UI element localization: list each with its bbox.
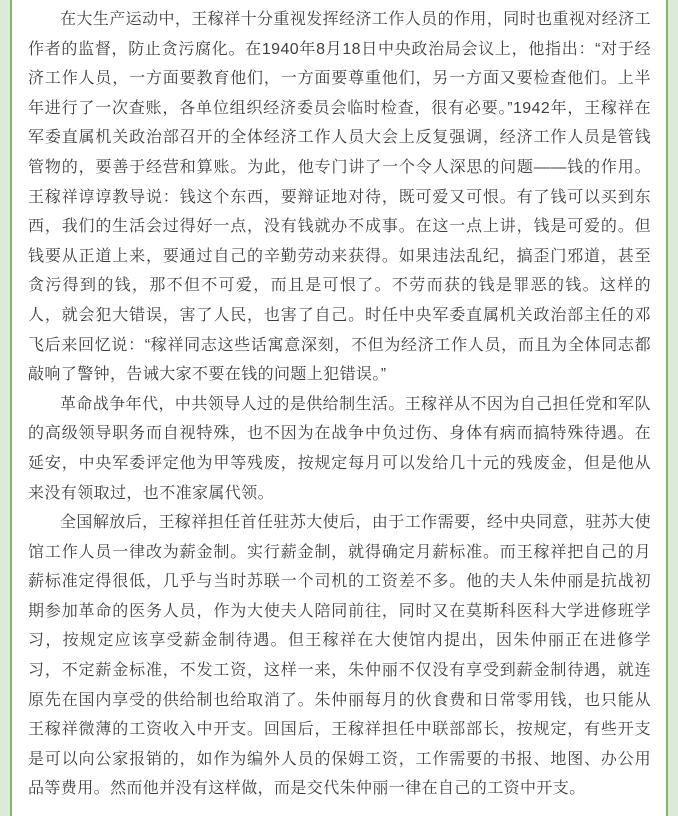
right-edge-strip xyxy=(666,0,678,816)
left-edge-strip xyxy=(0,0,12,816)
article-paragraph: 革命战争年代，中共领导人过的是供给制生活。王稼祥从不因为自己担任党和军队的高级领导职务而自视特殊，也不因为在战争中负过伤、身体有病而搞特殊待遇。在延安，中央军委评定他为甲等残废，按规定每月可以发给几十元的残废金，但是他从来没有领取过，也不准家属代领。 xyxy=(28,395,651,502)
article-content xyxy=(12,0,666,816)
article-paragraph: 在大生产运动中，王稼祥十分重视发挥经济工作人员的作用，同时也重视对经济工作者的监督，防止贪污腐化。在1940年8月18日中央政治局会议上，他指出：“对于经济工作人员，一方面要教育他们，一方面要尊重他们，另一方面又要检查他们。上半年进行了一次查账，各单位组织经济委员会临时检查，很有必要。”1942年，王稼祥在军委直属机关政治部召开的全体经济工作人员大会上反复强调，经济工作人员是管钱管物的，要善于经营和算账。为此，他专门讲了一个令人深思的问题——钱的作用。王稼祥谆谆教导说：钱这个东西，要辩证地对待，既可爱又可恨。有了钱可以买到东西，我们的生活会过得好一点，没有钱就办不成事。在这一点上讲，钱是可爱的。但钱要从正道上来，要通过自己的辛勤劳动来获得。如果违法乱纪，搞歪门邪道，甚至贪污得到的钱，那不但不可爱，而且是可恨了。不劳而获的钱是罪恶的钱。这样的人，就会犯大错误，害了人民，也害了自己。时任中央军委直属机关政治部主任的邓飞后来回忆说：“稼祥同志这些话寓意深刻，不但为经济工作人员，而且为全体同志都敲响了警钟，告诫大家不要在钱的问题上犯错误。” xyxy=(28,11,651,384)
article-paragraph: 全国解放后，王稼祥担任首任驻苏大使后，由于工作需要，经中央同意，驻苏大使馆工作人员一律改为薪金制。实行薪金制，就得确定月薪标准。而王稼祥把自己的月薪标准定得很低，几乎与当时苏联一个司机的工资差不多。他的夫人朱仲丽是抗战初期参加革命的医务人员，作为大使夫人陪同前往，同时又在莫斯科医科大学进修班学习，按规定应该享受薪金制待遇。但王稼祥在大使馆内提出，因朱仲丽正在进修学习，不定薪金标准，不发工资，这样一来，朱仲丽不仅没有享受到薪金制待遇，就连原先在国内享受的供给制也给取消了。朱仲丽每月的伙食费和日常零用钱，也只能从王稼祥微薄的工资收入中开支。回国后，王稼祥担任中联部部长，按规定，有些开支是可以向公家报销的，如作为编外人员的保姆工资，工作需要的书报、地图、办公用品等费用。然而他并没有这样做，而是交代朱仲丽一律在自己的工资中开支。 xyxy=(28,514,651,798)
